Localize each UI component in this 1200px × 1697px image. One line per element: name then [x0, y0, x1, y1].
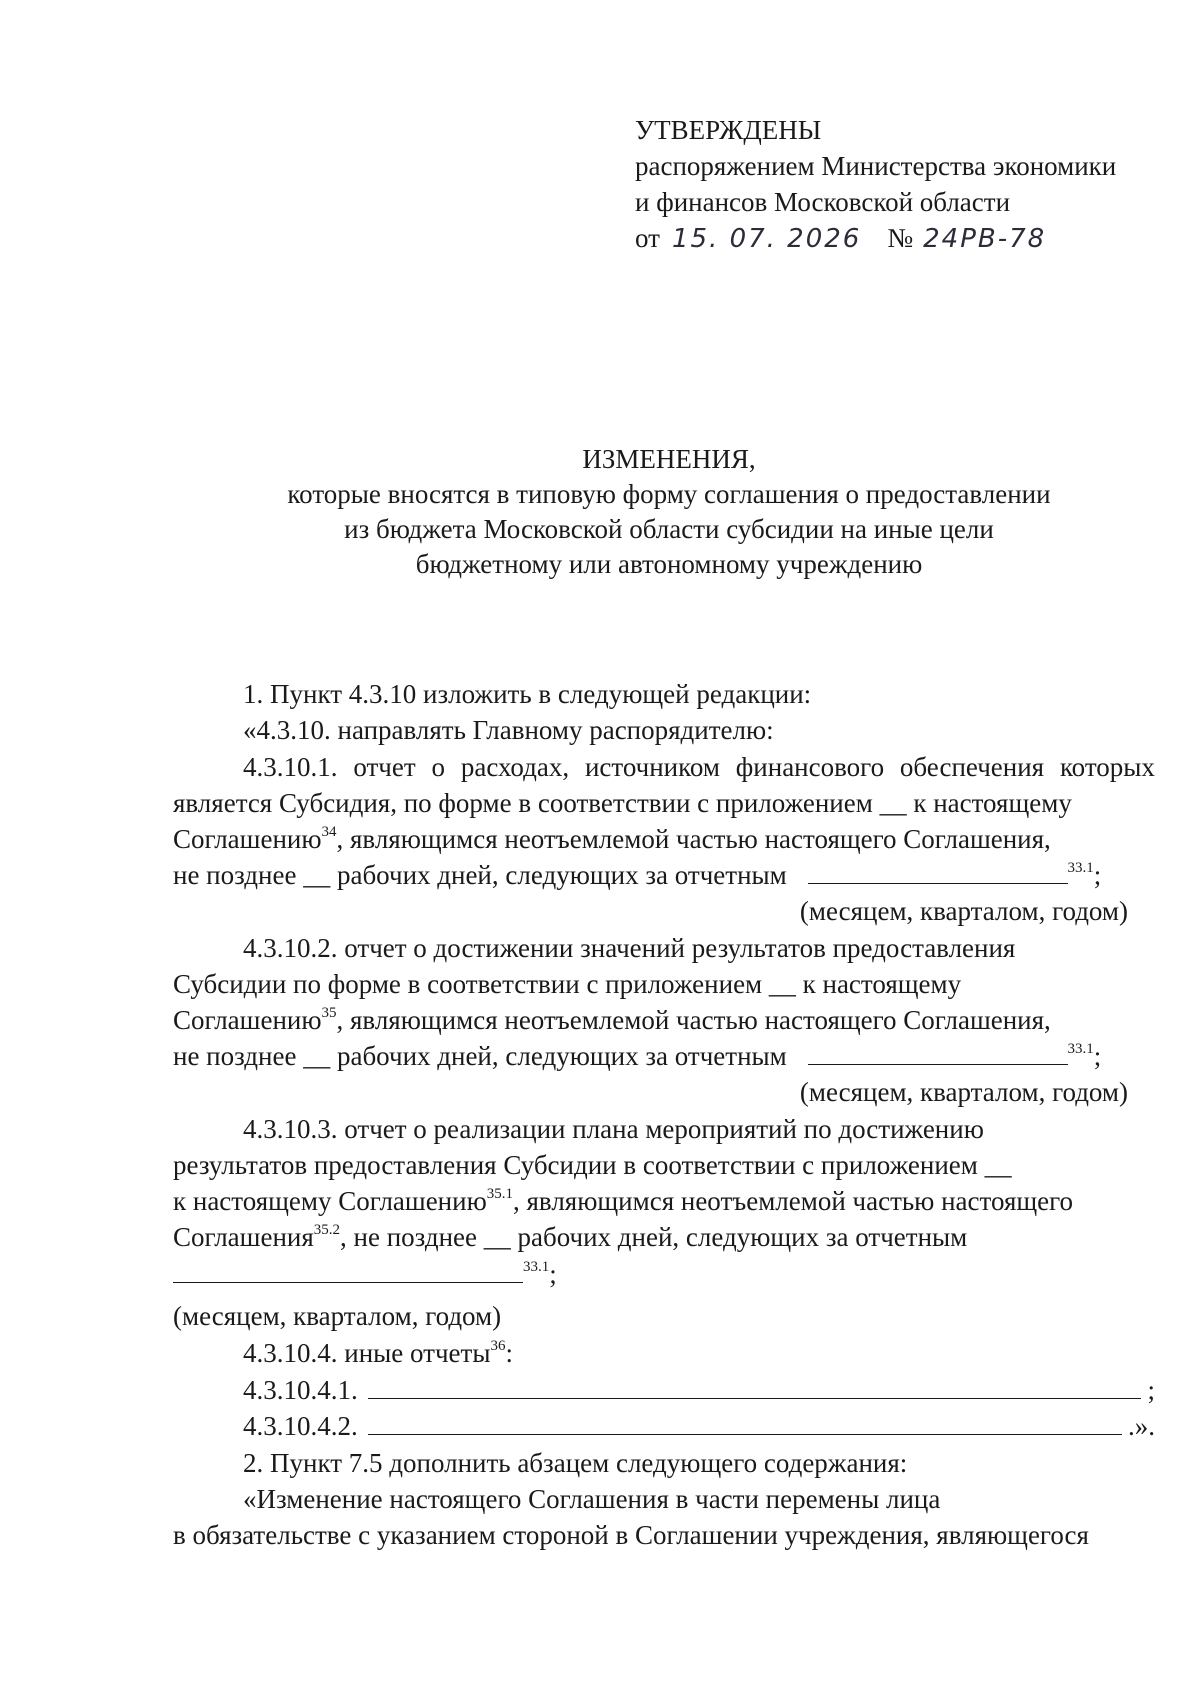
from-label: от	[635, 223, 660, 253]
fill-blank	[368, 1374, 1142, 1399]
text-fragment: ;	[1093, 1041, 1102, 1071]
word: которых	[1059, 752, 1155, 782]
fill-blank	[368, 1410, 1122, 1435]
word: расходах,	[460, 752, 570, 782]
text-fragment: 4.3.10.4. иные отчеты	[243, 1338, 491, 1368]
heading-title: ИЗМЕНЕНИЯ,	[582, 444, 756, 474]
item-4-3-10-1-line-4	[173, 857, 1155, 893]
item-4-3-10-2-line-3	[173, 1002, 1155, 1038]
text-fragment: ;	[1147, 1375, 1155, 1405]
text-fragment: , не позднее __ рабочих дней, следующих за отчетным	[340, 1222, 968, 1252]
item-4-3-10-4-2	[173, 1408, 1155, 1444]
text-fragment: 4.3.10.4.2.	[243, 1411, 358, 1441]
text-fragment: Соглашению	[173, 824, 322, 854]
paragraph-1: 1. Пункт 4.3.10 изложить в следующей редакции:	[243, 679, 812, 709]
number-label: №	[887, 223, 914, 253]
item-4-3-10-4	[173, 1335, 1155, 1371]
item-4-3-10-3-line-5	[173, 1256, 1155, 1292]
item-4-3-10-1-line-2: является Субсидия, по форме в соответствии с приложением __ к настоящему	[173, 788, 1072, 818]
text-fragment: , являющимся неотъемлемой частью настоящего Соглашения,	[336, 824, 1051, 854]
text-fragment: :	[505, 1338, 513, 1368]
heading-line-2: из бюджета Московской области субсидии на иные цели	[344, 514, 994, 544]
text-fragment: к настоящему Соглашению	[173, 1186, 487, 1216]
text-fragment: не позднее __ рабочих дней, следующих за отчетным	[173, 1041, 787, 1071]
footnote-ref: 33.1	[1067, 860, 1094, 876]
period-blank	[808, 1042, 1068, 1065]
heading-line-3: бюджетному или автономному учреждению	[415, 549, 923, 579]
footnote-ref: 35	[321, 1005, 337, 1021]
approval-title: УТВЕРЖДЕНЫ	[635, 115, 822, 145]
paragraph-4-line-1: «Изменение настоящего Соглашения в части перемены лица	[243, 1484, 941, 1514]
handwritten-number: 24РВ-78	[923, 224, 1047, 254]
approval-stamp	[635, 112, 1116, 257]
approval-line-2: и финансов Московской области	[635, 187, 1011, 217]
word: финансового	[735, 752, 885, 782]
paragraph-3: 2. Пункт 7.5 дополнить абзацем следующего содержания:	[243, 1448, 908, 1478]
item-4-3-10-1-line-1	[173, 749, 1155, 785]
text-fragment: 4.3.10.4.1.	[243, 1375, 358, 1405]
paragraph-2: «4.3.10. направлять Главному распорядителю:	[243, 715, 774, 745]
footnote-ref: 35.2	[313, 1222, 341, 1238]
period-hint-2: (месяцем, кварталом, годом)	[799, 1077, 1128, 1107]
word: 4.3.10.1.	[243, 752, 338, 782]
text-fragment: ;	[1093, 860, 1102, 890]
text-fragment: не позднее __ рабочих дней, следующих за отчетным	[173, 860, 787, 890]
word: источником	[584, 752, 720, 782]
approval-date-line	[635, 220, 1116, 257]
text-fragment: Соглашения	[173, 1222, 314, 1252]
heading-line-1: которые вносятся в типовую форму соглашения о предоставлении	[287, 479, 1051, 509]
word: отчет	[353, 752, 416, 782]
period-blank	[808, 861, 1068, 884]
footnote-ref: 33.1	[1067, 1041, 1094, 1057]
item-4-3-10-2-line-2: Субсидии по форме в соответствии с приложением __ к настоящему	[173, 969, 962, 999]
handwritten-date: 15. 07. 2026	[671, 224, 862, 254]
period-blank	[173, 1260, 523, 1283]
item-4-3-10-1-line-3	[173, 821, 1155, 857]
text-fragment: , являющимся неотъемлемой частью настоящего	[513, 1186, 1074, 1216]
item-4-3-10-3-line-2: результатов предоставления Субсидии в соответствии с приложением __	[173, 1150, 1012, 1180]
text-fragment: Соглашению	[173, 1005, 322, 1035]
footnote-ref: 36	[490, 1338, 506, 1354]
period-hint-1: (месяцем, кварталом, годом)	[799, 896, 1128, 926]
document-heading	[150, 442, 1188, 582]
text-fragment: , являющимся неотъемлемой частью настоящего Соглашения,	[336, 1005, 1051, 1035]
footnote-ref: 35.1	[486, 1186, 514, 1202]
item-4-3-10-2-line-4	[173, 1038, 1155, 1074]
text-fragment: .».	[1128, 1411, 1155, 1441]
approval-line-1: распоряжением Министерства экономики	[635, 151, 1117, 181]
paragraph-4-line-2: в обязательстве с указанием стороной в Соглашении учреждения, являющегося	[173, 1520, 1089, 1550]
item-4-3-10-3-line-1: 4.3.10.3. отчет о реализации плана мероприятий по достижению	[243, 1114, 984, 1144]
footnote-ref: 34	[321, 824, 337, 840]
footnote-ref: 33.1	[523, 1259, 550, 1275]
word: о	[431, 752, 445, 782]
item-4-3-10-3-line-4	[173, 1219, 1155, 1255]
item-4-3-10-2-line-1: 4.3.10.2. отчет о достижении значений результатов предоставления	[243, 933, 1016, 963]
item-4-3-10-4-1	[173, 1372, 1155, 1408]
item-4-3-10-3-line-3	[173, 1183, 1155, 1219]
text-fragment: ;	[549, 1259, 557, 1289]
period-hint-3: (месяцем, кварталом, годом)	[173, 1301, 502, 1331]
word: обеспечения	[899, 752, 1045, 782]
